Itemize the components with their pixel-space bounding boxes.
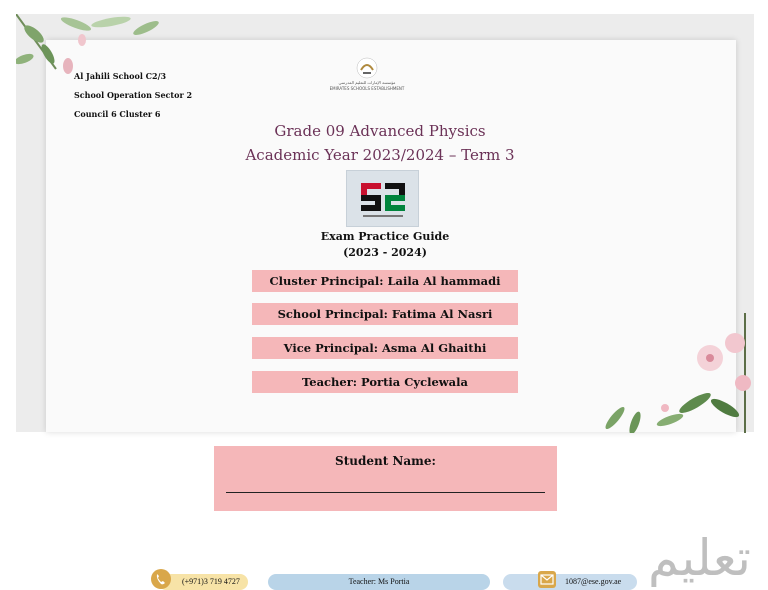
taleem-watermark: تعليم bbox=[648, 529, 751, 587]
school-principal-box: School Principal: Fatima Al Nasri bbox=[252, 303, 518, 325]
ese-logo bbox=[326, 56, 408, 100]
course-title: Grade 09 Advanced Physics bbox=[274, 122, 486, 140]
footer-phone: (+971)3 719 4727 bbox=[158, 574, 248, 590]
student-name-box bbox=[214, 446, 557, 511]
ese-logo-caption-en: EMIRATES SCHOOLS ESTABLISHMENT bbox=[329, 86, 405, 91]
footer-teacher: Teacher: Ms Portia bbox=[268, 574, 490, 590]
uae-52-badge bbox=[346, 170, 419, 227]
flower-decoration-right bbox=[595, 308, 755, 433]
school-cluster: Council 6 Cluster 6 bbox=[74, 109, 161, 119]
academic-year-title: Academic Year 2023/2024 – Term 3 bbox=[245, 146, 515, 164]
ese-logo-caption-ar: مؤسسة الإمارات للتعليم المدرسي bbox=[338, 80, 396, 85]
footer-email: 1087@ese.gov.ae bbox=[503, 574, 637, 590]
guide-title: Exam Practice Guide bbox=[320, 230, 450, 243]
phone-icon bbox=[151, 569, 171, 589]
student-name-line[interactable] bbox=[226, 492, 545, 493]
school-sector: School Operation Sector 2 bbox=[74, 90, 193, 100]
footer bbox=[0, 560, 768, 589]
teacher-box: Teacher: Portia Cyclewala bbox=[252, 371, 518, 393]
vice-principal-box: Vice Principal: Asma Al Ghaithi bbox=[252, 337, 518, 359]
student-name-label: Student Name: bbox=[335, 454, 436, 468]
uae-52-icon bbox=[347, 171, 418, 226]
school-info bbox=[74, 67, 192, 124]
guide-years: (2023 - 2024) bbox=[343, 246, 427, 259]
school-name: Al Jahili School C2/3 bbox=[74, 71, 167, 81]
cluster-principal-box: Cluster Principal: Laila Al hammadi bbox=[252, 270, 518, 292]
ese-logo-icon bbox=[355, 56, 379, 80]
mail-icon bbox=[538, 571, 556, 588]
